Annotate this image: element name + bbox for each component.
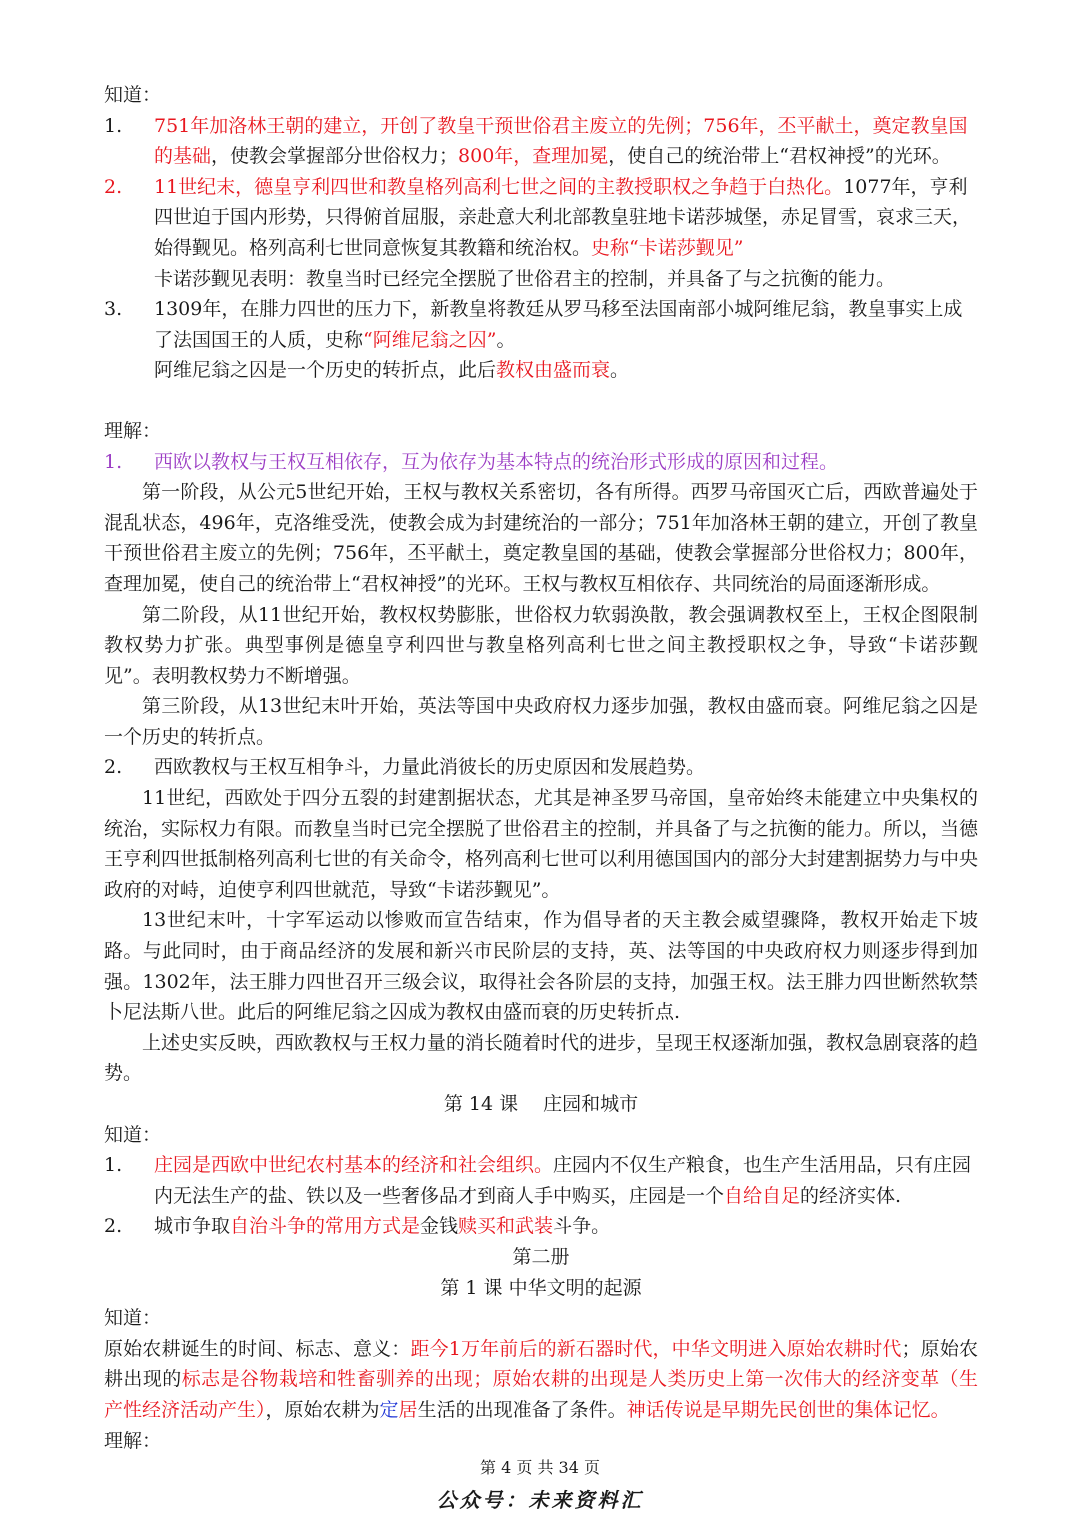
text-segment: 赎买和武装 [458,1215,554,1238]
item-number: 1. [104,114,123,137]
text-segment: 751年加洛林王朝的建立，开创了教皇干预世俗君主废立的先例；756年，丕平献土，奠定教皇国的基础 [154,114,968,168]
item-continuation [136,355,978,386]
paragraph [104,1334,978,1426]
text-segment: 原始农耕诞生的时间、标志、意义： [104,1337,411,1360]
book-title: 第二册 [512,1245,570,1268]
text-segment: 11世纪末，德皇亨利四世和教皇格列高利七世之间的主教授职权之争趋于白热化。 [154,175,844,198]
item-text [136,294,978,355]
paragraph: 第二阶段，从11世纪开始，教权权势膨胀，世俗权力软弱涣散，教会强调教权至上，王权企图限制教权势力扩张。典型事例是德皇亨利四世与教皇格列高利七世之间主教授职权之争，导致“卡诺莎觐见”。表明教权势力不断增强。 [104,603,978,687]
item-number: 1. [104,1154,123,1177]
item-text: 西欧以教权与王权互相依存，互为依存为基本特点的统治形式形成的原因和过程。 [154,450,839,473]
text-segment: 庄园是西欧中世纪农村基本的经济和社会组织。 [154,1154,554,1177]
list-item [104,1211,978,1242]
list-item [104,294,978,386]
text-segment: 自治斗争的常用方式是 [230,1215,421,1238]
paragraph: 11世纪，西欧处于四分五裂的封建割据状态，尤其是神圣罗马帝国，皇帝始终未能建立中央集权的统治，实际权力有限。而教皇当时已完全摆脱了世俗君主的控制，并具备了与之抗衡的能力。所以，当德王亨利四世抵制格列高利七世的有关命令，格列高利七世可以利用德国国内的部分大封建割据势力与中央政府的对峙，迫使亨利四世就范，导致“卡诺莎觐见”。 [104,787,979,901]
text-segment: 生活的出现准备了条件。 [417,1398,627,1421]
text-segment: 800年，查理加冕 [458,145,609,168]
document-page [104,80,978,1456]
text-segment: 庄园内不仅生产粮食，也生产生活用品，只有庄园内无法生产的盐、铁以及一些奢侈品才到商人手中购买，庄园是一个 [154,1154,972,1207]
section-heading-understand: 理解： [104,1429,162,1452]
text-segment: 史称“卡诺莎觐见” [591,236,744,259]
text-segment: ；原始农耕出现的 [104,1337,978,1391]
text-segment: 教权由盛而衰 [496,359,611,382]
text-segment: 居 [398,1398,418,1421]
item-number: 3. [104,298,123,321]
page-number: 第 4 页 共 34 页 [480,1458,600,1477]
item-continuation: 卡诺莎觐见表明：教皇当时已经完全摆脱了世俗君主的控制，并具备了与之抗衡的能力。 [154,267,896,290]
list-item [104,111,978,172]
list-item [104,1150,978,1211]
paragraph: 第一阶段，从公元5世纪开始，王权与教权关系密切，各有所得。西罗马帝国灭亡后，西欧普遍处于混乱状态，496年，克洛维受洗，使教会成为封建统治的一部分；751年加洛林王朝的建立，开创了教皇干预世俗君主废立的先例；756年，丕平献土，奠定教皇国的基础，使教会掌握部分世俗权力；800年，查理加冕，使自己的统治带上“君权神授”的光环。王权与教权互相依存、共同统治的局面逐渐形成。 [104,481,978,595]
text-segment: 神话传说是早期先民创世的集体记忆。 [626,1398,950,1421]
item-number: 2. [104,175,123,198]
item-number: 1. [104,450,123,473]
item-number: 2. [104,756,123,779]
list-item [104,752,978,783]
text-segment: 自给自足 [724,1184,801,1207]
section-heading-know: 知道： [104,1123,162,1146]
text-segment: 的经济实体. [800,1184,902,1207]
text-segment: 阿维尼翁之囚是一个历史的转折点，此后 [154,359,497,382]
list-item [104,172,978,294]
text-segment: 1309年，在腓力四世的压力下，新教皇将教廷从罗马移至法国南部小城阿维尼翁，教皇事实上成了法国国王的人质，史称 [154,298,963,351]
item-text [136,1211,978,1242]
text-segment: 1077年，亨利四世迫于国内形势，只得俯首屈服，亲赴意大利北部教皇驻地卡诺莎城堡，赤足冒雪，哀求三天，始得觐见。格列高利七世同意恢复其教籍和统治权。 [154,175,972,259]
text-segment: 定 [379,1398,399,1421]
section-heading-know: 知道： [104,1307,162,1330]
text-segment: 斗争。 [553,1215,611,1238]
text-segment: 标志是谷物栽培和牲畜驯养的出现；原始农耕的出现是人类历史上第一次伟大的经济变革（生产性经济活动产生） [104,1368,978,1421]
text-segment: 距今1万年前后的新石器时代，中华文明进入原始农耕时代 [410,1337,902,1360]
paragraph: 13世纪末叶，十字军运动以惨败而宣告结束，作为倡导者的天主教会威望骤降，教权开始走下坡路。与此同时，由于商品经济的发展和新兴市民阶层的支持，英、法等国的中央政府权力则逐步得到加强。1302年，法王腓力四世召开三级会议，取得社会各阶层的支持，加强王权。法王腓力四世断然软禁卜尼法斯八世。此后的阿维尼翁之囚成为教权由盛而衰的历史转折点. [104,909,978,1024]
item-text [136,1150,978,1211]
item-text: 西欧教权与王权互相争斗，力量此消彼长的历史原因和发展趋势。 [154,756,706,779]
lesson-title: 第 1 课 中华文明的起源 [440,1276,642,1299]
text-segment: ，使自己的统治带上“君权神授”的光环。 [608,145,951,168]
text-segment: 。 [610,359,630,382]
item-text [136,172,978,264]
section-heading-know: 知道： [104,84,162,106]
item-text [136,111,978,172]
text-segment: “阿维尼翁之囚” [363,328,497,351]
text-segment: 。 [496,328,516,351]
text-segment: 城市争取 [154,1215,231,1238]
lesson-title: 第 14 课 庄园和城市 [443,1093,639,1115]
section-heading-understand: 理解： [104,419,162,442]
list-item [104,447,978,478]
item-number: 2. [104,1215,123,1238]
text-segment: ，原始农耕为 [265,1398,380,1421]
paragraph: 上述史实反映，西欧教权与王权力量的消长随着时代的进步，呈现王权逐渐加强，教权急剧衰落的趋势。 [104,1031,979,1085]
paragraph: 第三阶段，从13世纪末叶开始，英法等国中央政府权力逐步加强，教权由盛而衰。阿维尼翁之囚是一个历史的转折点。 [104,695,978,748]
brand-footer: 公众号：未来资料汇 [436,1488,644,1512]
text-segment: ，使教会掌握部分世俗权力； [211,145,459,168]
text-segment: 金钱 [420,1215,459,1238]
